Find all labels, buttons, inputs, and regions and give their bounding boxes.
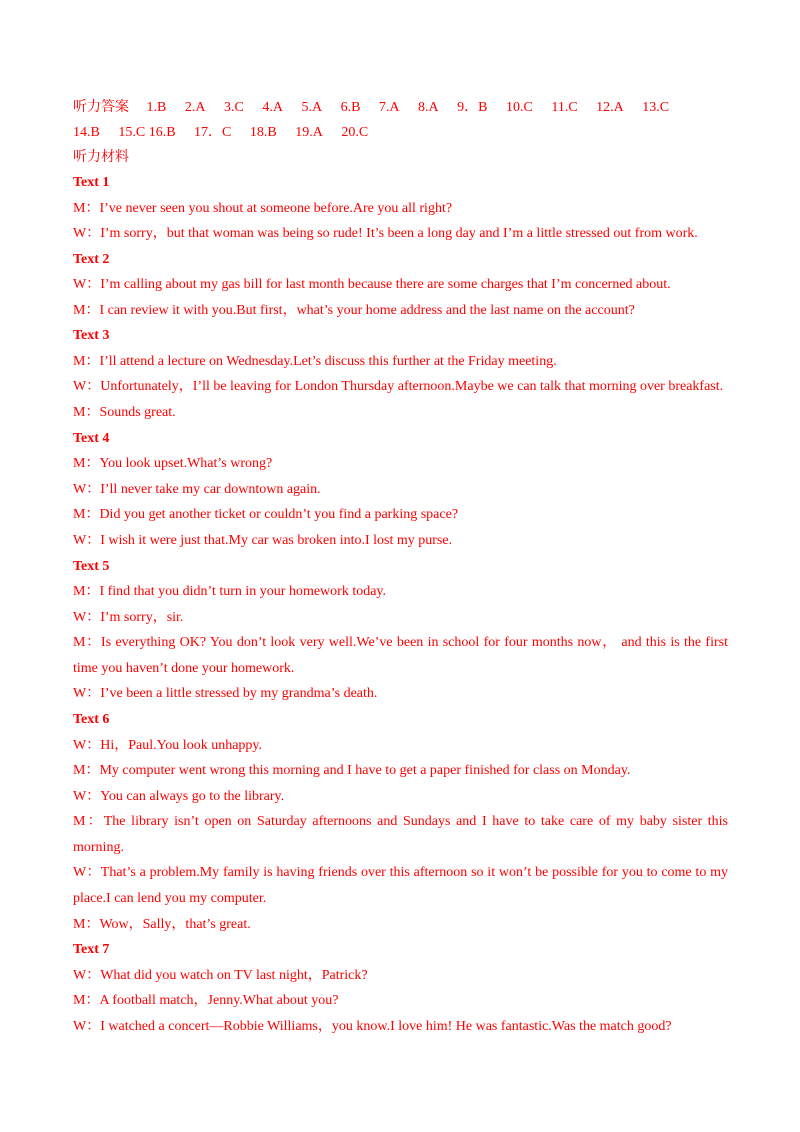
text-title: Text 4 (73, 430, 110, 446)
answer-item: 15.C (118, 125, 146, 140)
dialogue-line: W：I’m sorry，sir. (73, 609, 184, 625)
answer-item: 20.C (341, 125, 369, 140)
answer-key (73, 95, 728, 145)
dialogue-line: W：Hi，Paul.You look unhappy. (73, 737, 263, 753)
text-section-5 (73, 554, 728, 707)
dialogue-line: M：Is everything OK? You don’t look very well.We’ve been in school for four months now， and this is the first time you haven’t done your homework. (73, 635, 728, 676)
materials-heading: 听力材料 (73, 150, 129, 165)
dialogue-line: W：I’m sorry，but that woman was being so rude! It’s been a long day and I’m a little stressed out from work. (73, 226, 698, 242)
answer-item: 17．C (194, 125, 232, 140)
dialogue-line: M：I’ve never seen you shout at someone before.Are you all right? (73, 200, 453, 216)
text-section-7 (73, 937, 728, 1039)
dialogue-line: M：I can review it with you.But first，what’s your home address and the last name on the account? (73, 302, 635, 318)
answer-item: 12.A (596, 100, 624, 115)
dialogue-line: M：My computer went wrong this morning and I have to get a paper finished for class on Monday. (73, 763, 631, 779)
answer-item: 1.B (146, 100, 167, 115)
dialogue-line: W：I watched a concert—Robbie Williams，you know.I love him! He was fantastic.Was the match good? (73, 1018, 672, 1034)
dialogue-line: M：Wow，Sally，that’s great. (73, 916, 251, 932)
answer-item: 9．B (457, 100, 488, 115)
answer-item: 18.B (249, 125, 277, 140)
dialogue-line: M：You look upset.What’s wrong? (73, 456, 273, 472)
text-title: Text 2 (73, 251, 110, 267)
dialogue-line: M：Sounds great. (73, 405, 176, 421)
dialogue-line: M：A football match，Jenny.What about you? (73, 993, 339, 1009)
answer-item: 11.C (551, 100, 578, 115)
dialogue-line: W：That’s a problem.My family is having friends over this afternoon so it won’t be possible for you to come to my place.I can lend you my computer. (73, 865, 728, 907)
dialogue-line: M：I’ll attend a lecture on Wednesday.Let’s discuss this further at the Friday meeting. (73, 353, 557, 369)
answer-item: 3.C (223, 100, 244, 115)
dialogue-line: W：I’ve been a little stressed by my grandma’s death. (73, 686, 378, 702)
text-title: Text 7 (73, 942, 110, 958)
answer-item: 2.A (184, 100, 206, 115)
answer-item: 19.A (295, 125, 323, 140)
answer-item: 7.A (378, 100, 400, 115)
answer-item: 5.A (301, 100, 323, 115)
answer-item: 16.B (148, 125, 176, 140)
text-section-3 (73, 323, 728, 425)
answer-item: 13.C (642, 100, 670, 115)
answer-item: 8.A (418, 100, 439, 115)
text-section-6 (73, 707, 728, 937)
dialogue-line: W：I wish it were just that.My car was broken into.I lost my purse. (73, 532, 453, 548)
dialogue-line: M：The library isn’t open on Saturday afternoons and Sundays and I have to take care of my baby sister this morning. (73, 814, 728, 855)
dialogue-line: W：You can always go to the library. (73, 788, 285, 804)
text-title: Text 5 (73, 558, 110, 574)
text-title: Text 1 (73, 175, 110, 190)
text-title: Text 6 (73, 712, 110, 727)
document-content (73, 95, 728, 1040)
answer-item: 10.C (506, 100, 533, 115)
dialogue-line: M：Did you get another ticket or couldn’t you find a parking space? (73, 507, 459, 523)
text-section-1 (73, 170, 728, 247)
dialogue-line: M：I find that you didn’t turn in your homework today. (73, 584, 387, 600)
answer-item: 6.B (340, 100, 361, 115)
text-section-2 (73, 247, 728, 324)
dialogue-line: W：I’ll never take my car downtown again. (73, 481, 321, 497)
dialogue-line: W：What did you watch on TV last night，Patrick? (73, 967, 368, 983)
dialogue-line: W：I’m calling about my gas bill for last month because there are some charges that I’m concerned about. (73, 277, 671, 293)
text-title: Text 3 (73, 328, 110, 344)
answer-item: 14.B (73, 125, 100, 140)
text-section-4 (73, 426, 728, 554)
answer-key-label: 听力答案 (73, 100, 129, 115)
dialogue-line: W：Unfortunately，I’ll be leaving for London Thursday afternoon.Maybe we can talk that morning over breakfast. (73, 379, 724, 395)
answer-item: 4.A (262, 100, 283, 115)
